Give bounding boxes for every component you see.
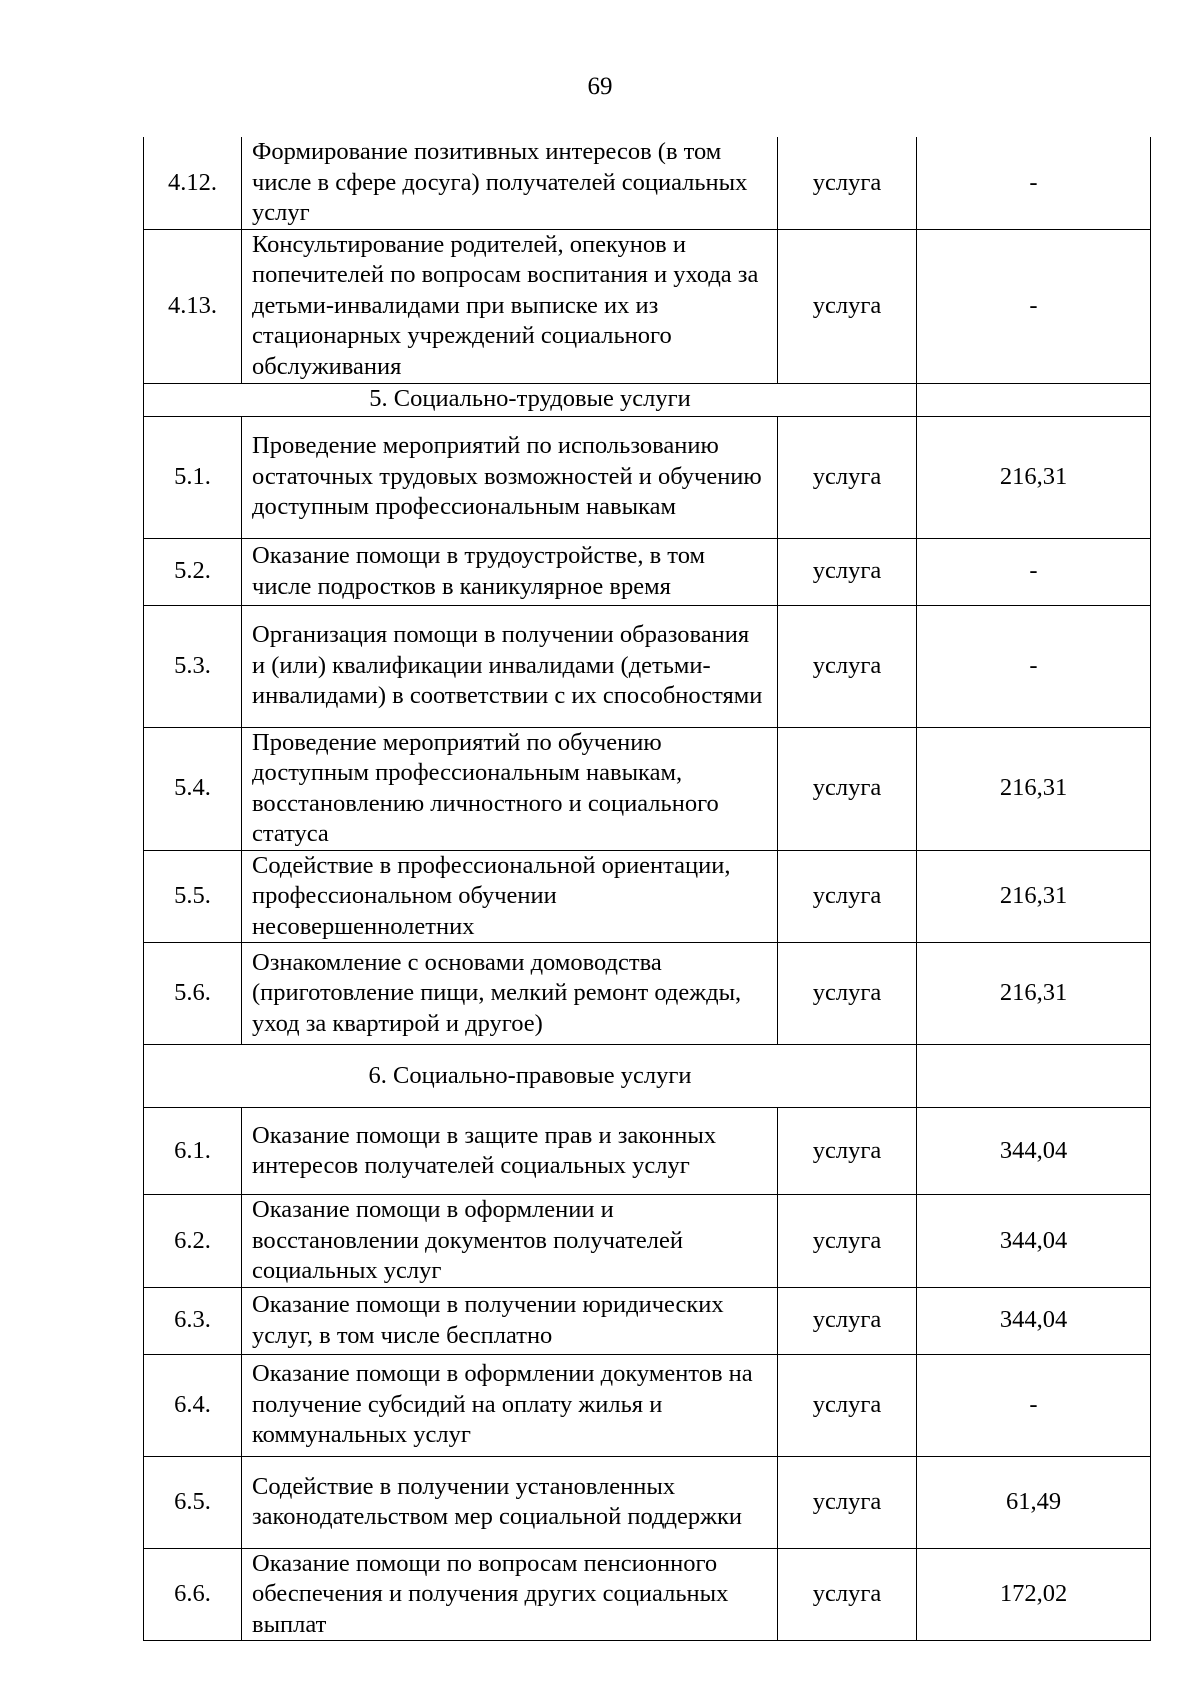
table-row (144, 850, 1151, 943)
row-number: 5.5. (144, 850, 242, 943)
table-row (144, 943, 1151, 1045)
service-name: Оказание помощи в защите прав и законных интересов получателей социальных услуг (242, 1108, 778, 1195)
service-price: 344,04 (917, 1195, 1151, 1288)
row-number: 4.13. (144, 229, 242, 383)
row-number: 6.6. (144, 1548, 242, 1641)
service-name: Проведение мероприятий по обучению доступным профессиональным навыкам, восстановлению личностного и социального статуса (242, 727, 778, 850)
unit-of-measure: услуга (778, 1456, 917, 1548)
section-row (144, 383, 1151, 416)
service-name: Формирование позитивных интересов (в том числе в сфере досуга) получателей социальных услуг (242, 137, 778, 229)
service-price: 216,31 (917, 850, 1151, 943)
row-number: 5.1. (144, 416, 242, 538)
row-number: 5.2. (144, 538, 242, 605)
unit-of-measure: услуга (778, 229, 917, 383)
section-empty-cell (917, 383, 1151, 416)
unit-of-measure: услуга (778, 1354, 917, 1456)
service-name: Оказание помощи по вопросам пенсионного обеспечения и получения других социальных выплат (242, 1548, 778, 1641)
unit-of-measure: услуга (778, 1195, 917, 1288)
unit-of-measure: услуга (778, 850, 917, 943)
unit-of-measure: услуга (778, 137, 917, 229)
service-price: - (917, 605, 1151, 727)
table-row (144, 1548, 1151, 1641)
service-name: Организация помощи в получении образования и (или) квалификации инвалидами (детьми-инвалидами) в соответствии с их способностями (242, 605, 778, 727)
service-name: Ознакомление с основами домоводства (приготовление пищи, мелкий ремонт одежды, уход за квартирой и другое) (242, 943, 778, 1045)
service-price: - (917, 1354, 1151, 1456)
row-number: 5.3. (144, 605, 242, 727)
service-price: 344,04 (917, 1287, 1151, 1354)
row-number: 6.1. (144, 1108, 242, 1195)
section-title: 6. Социально-правовые услуги (144, 1045, 917, 1108)
table-row (144, 1287, 1151, 1354)
row-number: 6.3. (144, 1287, 242, 1354)
row-number: 4.12. (144, 137, 242, 229)
table-row (144, 229, 1151, 383)
service-name: Оказание помощи в оформлении документов на получение субсидий на оплату жилья и коммунальных услуг (242, 1354, 778, 1456)
service-price: 216,31 (917, 416, 1151, 538)
table-row (144, 1354, 1151, 1456)
page-number: 69 (587, 73, 613, 100)
row-number: 6.4. (144, 1354, 242, 1456)
unit-of-measure: услуга (778, 1287, 917, 1354)
service-price: 216,31 (917, 943, 1151, 1045)
table-row (144, 137, 1151, 229)
service-price: 344,04 (917, 1108, 1151, 1195)
service-name: Проведение мероприятий по использованию остаточных трудовых возможностей и обучению доступным профессиональным навыкам (242, 416, 778, 538)
section-title: 5. Социально-трудовые услуги (144, 383, 917, 416)
service-name: Консультирование родителей, опекунов и попечителей по вопросам воспитания и ухода за детьми-инвалидами при выписке их из стационарных учреждений социального обслуживания (242, 229, 778, 383)
unit-of-measure: услуга (778, 416, 917, 538)
service-price: - (917, 538, 1151, 605)
service-name: Содействие в профессиональной ориентации, профессиональном обучении несовершеннолетних (242, 850, 778, 943)
service-name: Содействие в получении установленных законодательством мер социальной поддержки (242, 1456, 778, 1548)
service-price: - (917, 229, 1151, 383)
row-number: 6.2. (144, 1195, 242, 1288)
row-number: 5.6. (144, 943, 242, 1045)
service-price: 172,02 (917, 1548, 1151, 1641)
unit-of-measure: услуга (778, 1108, 917, 1195)
service-price: 216,31 (917, 727, 1151, 850)
service-name: Оказание помощи в оформлении и восстановлении документов получателей социальных услуг (242, 1195, 778, 1288)
service-name: Оказание помощи в трудоустройстве, в том числе подростков в каникулярное время (242, 538, 778, 605)
table-row (144, 1108, 1151, 1195)
section-row (144, 1045, 1151, 1108)
unit-of-measure: услуга (778, 727, 917, 850)
unit-of-measure: услуга (778, 605, 917, 727)
service-price: - (917, 137, 1151, 229)
service-name: Оказание помощи в получении юридических услуг, в том числе бесплатно (242, 1287, 778, 1354)
services-table (143, 137, 1151, 1641)
section-empty-cell (917, 1045, 1151, 1108)
table-row (144, 538, 1151, 605)
table-row (144, 416, 1151, 538)
unit-of-measure: услуга (778, 538, 917, 605)
service-price: 61,49 (917, 1456, 1151, 1548)
unit-of-measure: услуга (778, 943, 917, 1045)
row-number: 5.4. (144, 727, 242, 850)
table-row (144, 605, 1151, 727)
unit-of-measure: услуга (778, 1548, 917, 1641)
table-row (144, 1456, 1151, 1548)
row-number: 6.5. (144, 1456, 242, 1548)
table-row (144, 727, 1151, 850)
table-row (144, 1195, 1151, 1288)
